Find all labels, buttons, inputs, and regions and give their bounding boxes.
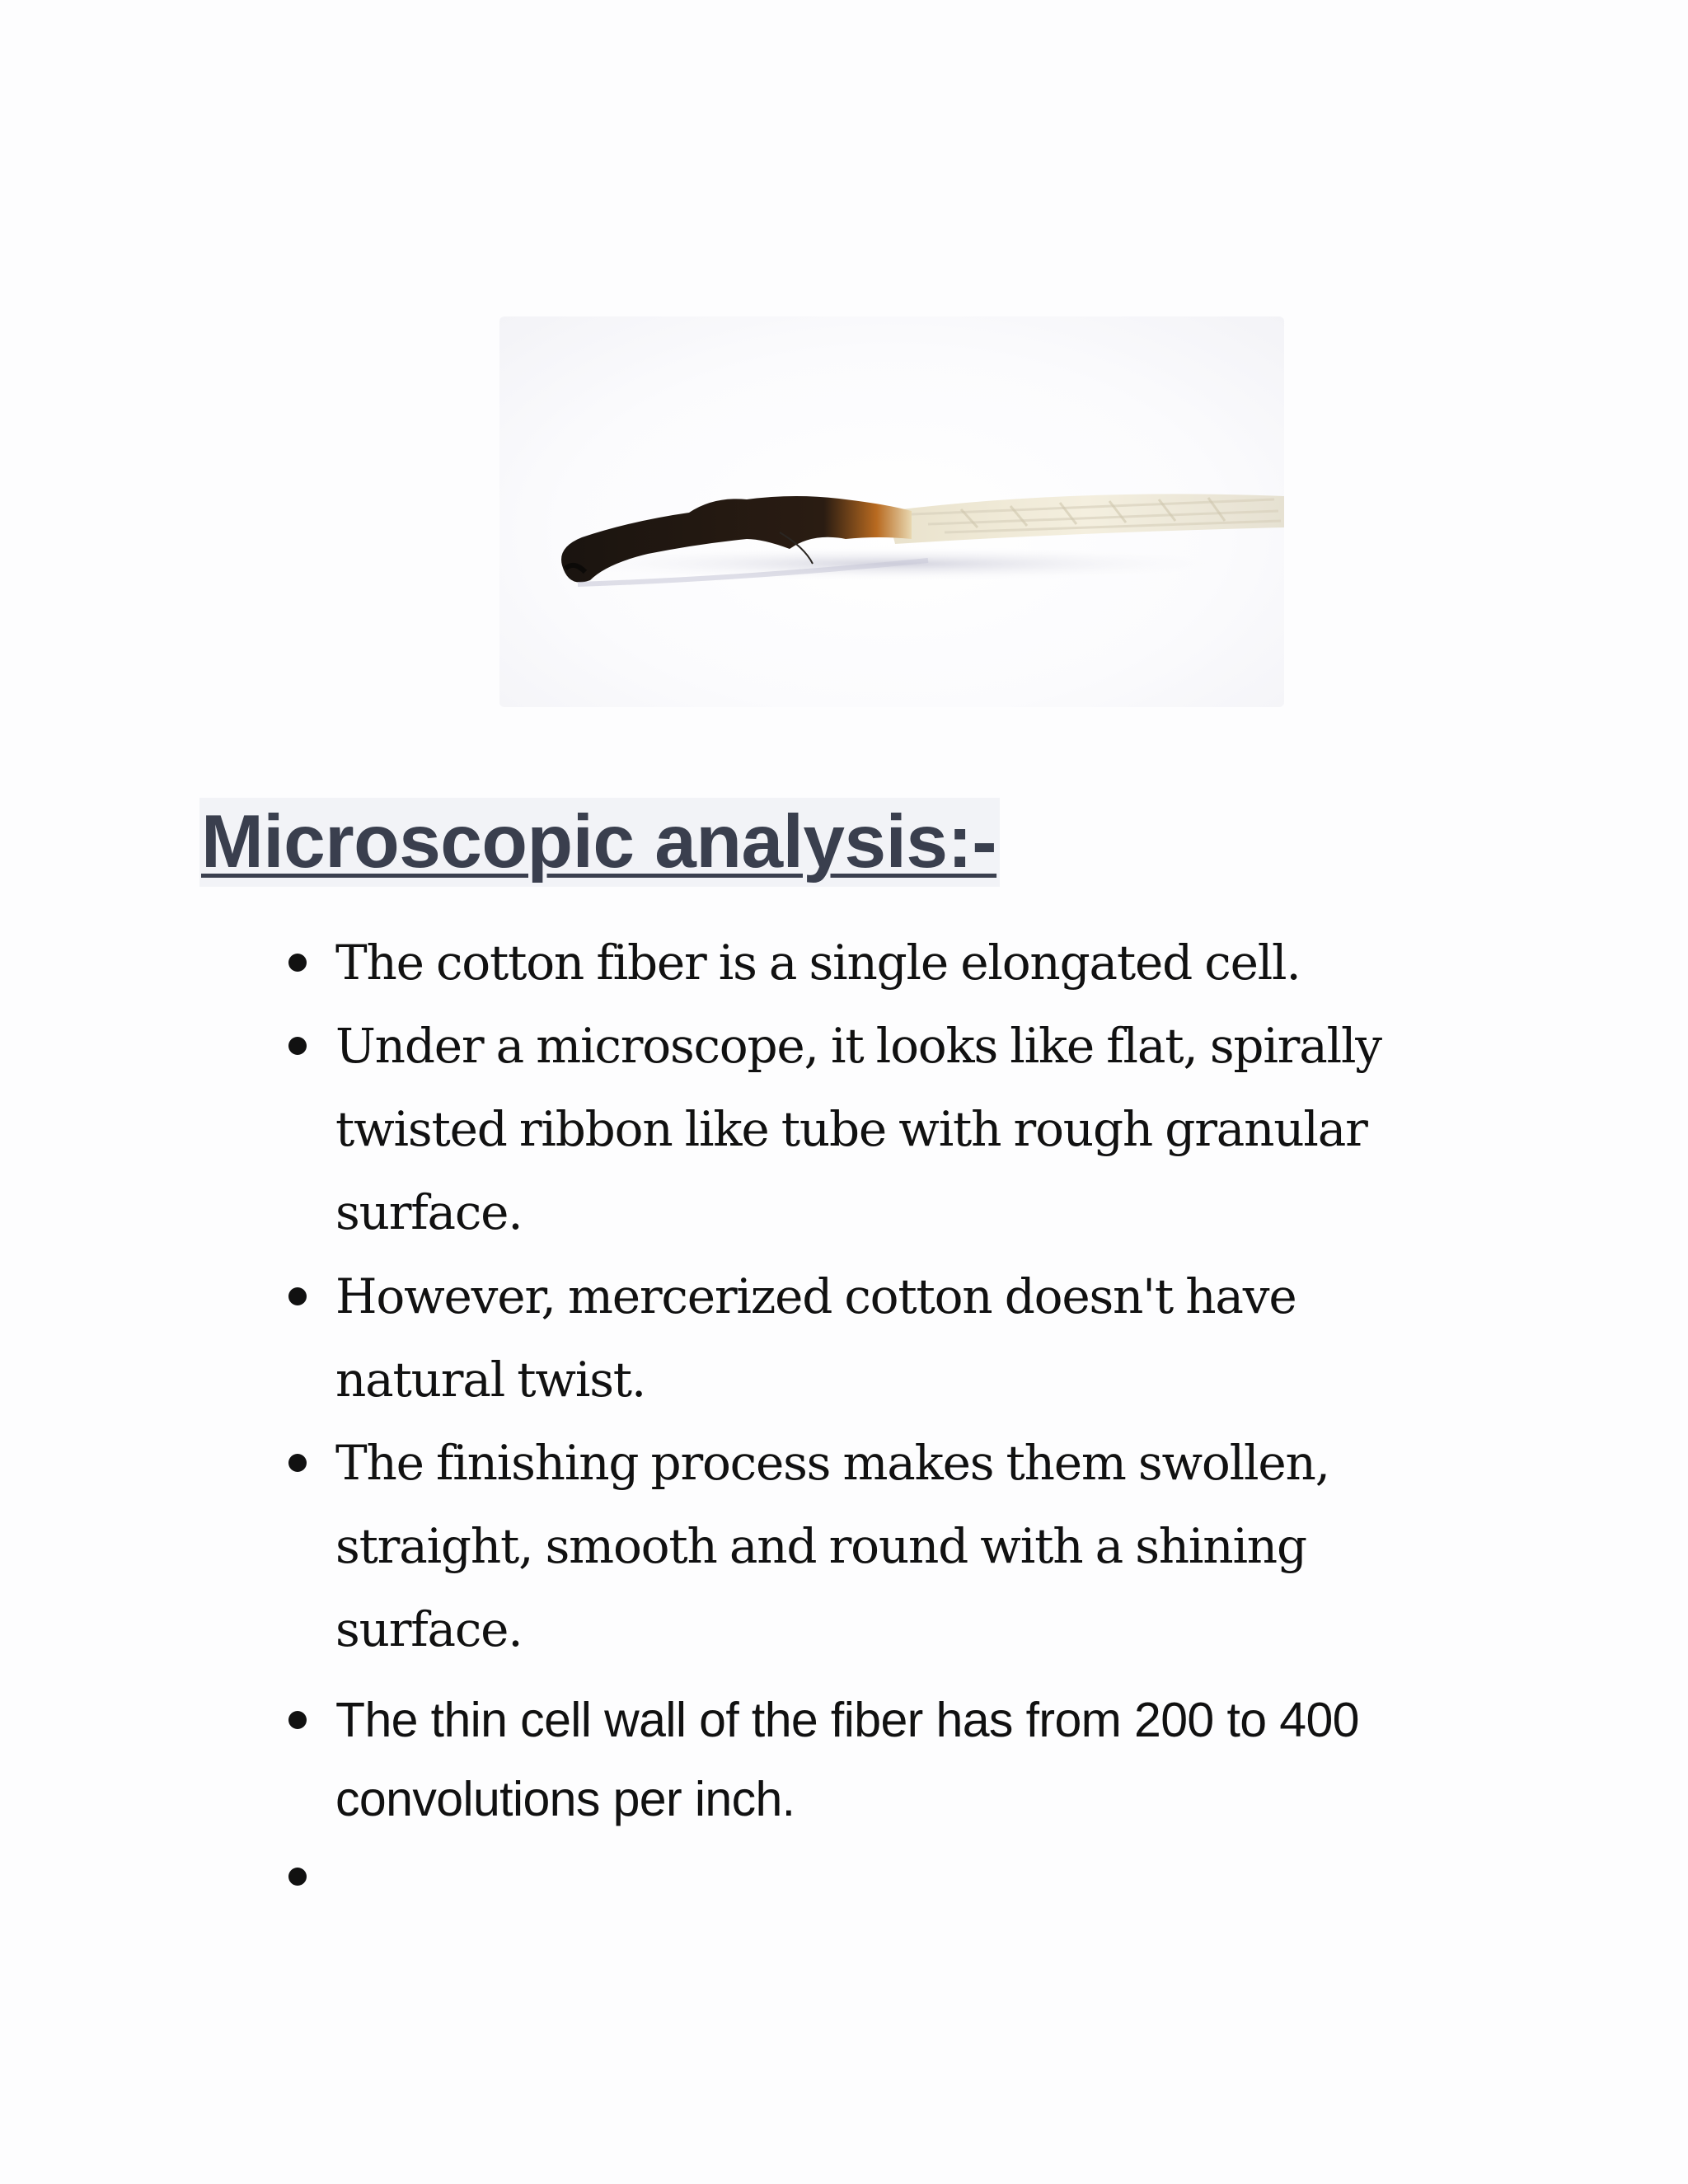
section-heading: Microscopic analysis:- bbox=[201, 800, 997, 883]
bullet-dot-icon bbox=[288, 1287, 307, 1305]
bullet-dot-icon bbox=[288, 1037, 307, 1055]
list-item-line: twisted ribbon like tube with rough granular bbox=[335, 1101, 1367, 1157]
list-item-line: The cotton fiber is a single elongated cell. bbox=[335, 935, 1301, 991]
list-item-line: The thin cell wall of the fiber has from 200 to 400 bbox=[335, 1693, 1359, 1747]
section-heading-highlight bbox=[199, 798, 1000, 887]
bullet-dot-icon bbox=[288, 1454, 307, 1472]
list-item-line: straight, smooth and round with a shining bbox=[335, 1518, 1306, 1574]
list-item-line: Under a microscope, it looks like flat, spirally bbox=[335, 1018, 1381, 1074]
list-item-line: The finishing process makes them swollen, bbox=[335, 1435, 1329, 1491]
list-item-line: convolutions per inch. bbox=[335, 1772, 795, 1826]
bullet-dot-icon bbox=[288, 954, 307, 972]
list-item-line: surface. bbox=[335, 1601, 523, 1657]
list-item-line: However, mercerized cotton doesn't have bbox=[335, 1268, 1296, 1324]
burnt-cotton-strand-photo bbox=[499, 316, 1284, 707]
bullet-dot-icon bbox=[288, 1711, 307, 1729]
list-item-line: surface. bbox=[335, 1184, 523, 1240]
list-item-line: natural twist. bbox=[335, 1352, 646, 1408]
bullet-dot-icon bbox=[288, 1868, 307, 1886]
